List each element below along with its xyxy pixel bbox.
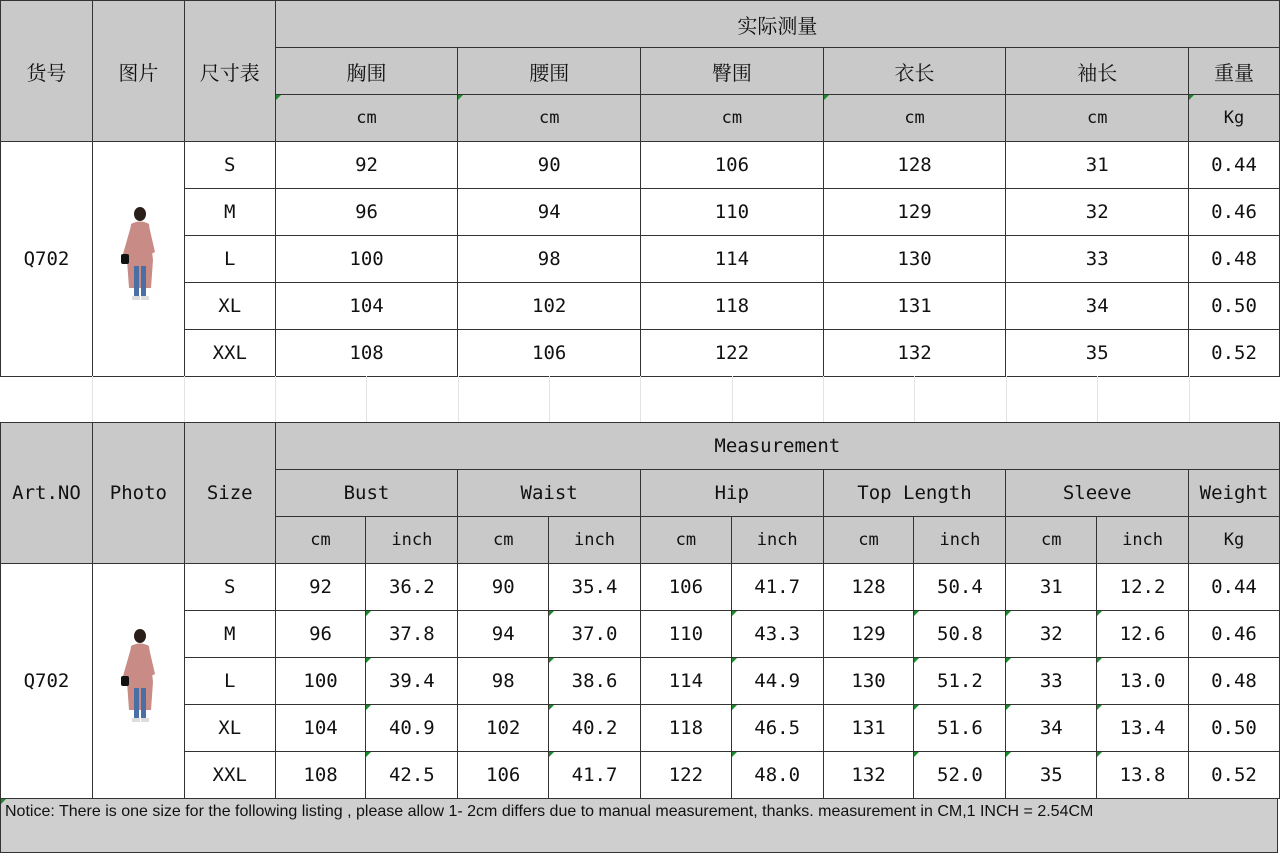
length-value: 130 [823,236,1006,283]
weight-value: 0.46 [1188,611,1279,658]
length-cm-value: 129 [823,611,914,658]
unit-cm: cm [458,95,641,142]
bust-header: 胸围 [275,48,458,95]
bust-inch-value: 36.2 [366,564,458,611]
bust-cm-value: 100 [275,658,366,705]
hip-cm-value: 106 [640,564,731,611]
product-photo [92,142,184,377]
table-row [1,236,1280,283]
unit-cm: cm [458,517,549,564]
hip-value: 122 [641,330,824,377]
hip-inch-value: 43.3 [731,611,823,658]
weight-value: 0.50 [1189,283,1280,330]
waist-inch-value: 35.4 [549,564,641,611]
table-row [1,142,1280,189]
hip-value: 118 [641,283,824,330]
unit-cm: cm [823,517,914,564]
measurement-header: 实际测量 [275,1,1279,48]
size-header: 尺寸表 [184,1,275,142]
hip-header: Hip [640,470,823,517]
hip-header: 臀围 [641,48,824,95]
bust-inch-value: 37.8 [366,611,458,658]
weight-value: 0.50 [1188,705,1279,752]
weight-value: 0.44 [1188,564,1279,611]
weight-value: 0.46 [1189,189,1280,236]
length-inch-value: 50.4 [914,564,1006,611]
unit-cm: cm [275,517,366,564]
art-no-value: Q702 [1,142,93,377]
table-row [1,705,1280,752]
length-value: 131 [823,283,1006,330]
hip-inch-value: 46.5 [731,705,823,752]
hip-cm-value: 110 [640,611,731,658]
size-label: M [184,611,275,658]
model-photo-image [113,624,163,734]
waist-cm-value: 106 [458,752,549,799]
waist-inch-value: 37.0 [549,611,641,658]
unit-cm: cm [1006,517,1097,564]
art-no-header: 货号 [1,1,93,142]
table-row [1,283,1280,330]
length-value: 128 [823,142,1006,189]
unit-cm: cm [641,95,824,142]
size-header: Size [184,423,275,564]
unit-inch: inch [914,517,1006,564]
sleeve-value: 32 [1006,189,1189,236]
unit-inch: inch [549,517,641,564]
sleeve-value: 31 [1006,142,1189,189]
size-label: S [184,142,275,189]
unit-cm: cm [823,95,1006,142]
model-photo-image [113,202,163,312]
sleeve-value: 33 [1006,236,1189,283]
bust-value: 104 [275,283,458,330]
photo-header: Photo [92,423,184,564]
sleeve-value: 34 [1006,283,1189,330]
size-label: L [184,658,275,705]
table-row [1,189,1280,236]
unit-kg: Kg [1189,95,1280,142]
weight-value: 0.48 [1189,236,1280,283]
hip-value: 110 [641,189,824,236]
size-label: XXL [184,330,275,377]
sleeve-cm-value: 34 [1006,705,1097,752]
weight-value: 0.52 [1188,752,1279,799]
product-photo [92,564,184,799]
bust-inch-value: 42.5 [366,752,458,799]
sleeve-inch-value: 13.0 [1097,658,1189,705]
size-label: XL [184,705,275,752]
bust-value: 100 [275,236,458,283]
waist-value: 90 [458,142,641,189]
size-label: XL [184,283,275,330]
weight-value: 0.48 [1188,658,1279,705]
unit-inch: inch [366,517,458,564]
waist-cm-value: 102 [458,705,549,752]
length-inch-value: 51.6 [914,705,1006,752]
sleeve-header: 袖长 [1006,48,1189,95]
waist-header: 腰围 [458,48,641,95]
sleeve-cm-value: 33 [1006,658,1097,705]
waist-cm-value: 94 [458,611,549,658]
bust-value: 92 [275,142,458,189]
hip-inch-value: 41.7 [731,564,823,611]
length-cm-value: 128 [823,564,914,611]
sleeve-cm-value: 35 [1006,752,1097,799]
length-value: 129 [823,189,1006,236]
waist-inch-value: 41.7 [549,752,641,799]
length-cm-value: 132 [823,752,914,799]
sleeve-inch-value: 12.6 [1097,611,1189,658]
length-value: 132 [823,330,1006,377]
unit-cm: cm [1006,95,1189,142]
hip-inch-value: 44.9 [731,658,823,705]
size-label: L [184,236,275,283]
bust-cm-value: 92 [275,564,366,611]
art-no-value: Q702 [1,564,93,799]
hip-cm-value: 122 [640,752,731,799]
photo-header: 图片 [92,1,184,142]
bust-header: Bust [275,470,458,517]
length-header: Top Length [823,470,1006,517]
waist-cm-value: 98 [458,658,549,705]
table-row [1,611,1280,658]
length-inch-value: 50.8 [914,611,1006,658]
bust-inch-value: 39.4 [366,658,458,705]
sleeve-inch-value: 13.4 [1097,705,1189,752]
length-header: 衣长 [823,48,1006,95]
size-label: XXL [184,752,275,799]
hip-value: 106 [641,142,824,189]
length-inch-value: 51.2 [914,658,1006,705]
unit-kg: Kg [1188,517,1279,564]
table-row [1,564,1280,611]
waist-cm-value: 90 [458,564,549,611]
size-label: S [184,564,275,611]
unit-cm: cm [275,95,458,142]
sleeve-header: Sleeve [1006,470,1189,517]
waist-value: 102 [458,283,641,330]
size-chart-chinese [0,0,1280,377]
weight-header: Weight [1188,470,1279,517]
sleeve-inch-value: 12.2 [1097,564,1189,611]
weight-value: 0.52 [1189,330,1280,377]
measurement-header: Measurement [275,423,1279,470]
spreadsheet-gap [0,376,1280,422]
hip-value: 114 [641,236,824,283]
hip-cm-value: 118 [640,705,731,752]
size-chart-english [0,422,1280,799]
waist-value: 106 [458,330,641,377]
waist-value: 94 [458,189,641,236]
length-cm-value: 130 [823,658,914,705]
art-no-header: Art.NO [1,423,93,564]
notice-banner [0,798,1278,853]
sleeve-cm-value: 31 [1006,564,1097,611]
notice-text: Notice: There is one size for the following listing , please allow 1- 2cm differs due to manual measurement, thanks. measurement in CM,1 INCH = 2.54CM [5,803,1094,820]
hip-cm-value: 114 [640,658,731,705]
weight-header: 重量 [1189,48,1280,95]
waist-inch-value: 38.6 [549,658,641,705]
table-row [1,658,1280,705]
bust-cm-value: 96 [275,611,366,658]
length-cm-value: 131 [823,705,914,752]
bust-value: 108 [275,330,458,377]
weight-value: 0.44 [1189,142,1280,189]
waist-header: Waist [458,470,641,517]
bust-cm-value: 104 [275,705,366,752]
sleeve-value: 35 [1006,330,1189,377]
table-row [1,330,1280,377]
unit-inch: inch [1097,517,1189,564]
size-label: M [184,189,275,236]
unit-cm: cm [640,517,731,564]
waist-value: 98 [458,236,641,283]
unit-inch: inch [731,517,823,564]
bust-cm-value: 108 [275,752,366,799]
sleeve-inch-value: 13.8 [1097,752,1189,799]
waist-inch-value: 40.2 [549,705,641,752]
table-row [1,752,1280,799]
bust-value: 96 [275,189,458,236]
sleeve-cm-value: 32 [1006,611,1097,658]
length-inch-value: 52.0 [914,752,1006,799]
bust-inch-value: 40.9 [366,705,458,752]
hip-inch-value: 48.0 [731,752,823,799]
